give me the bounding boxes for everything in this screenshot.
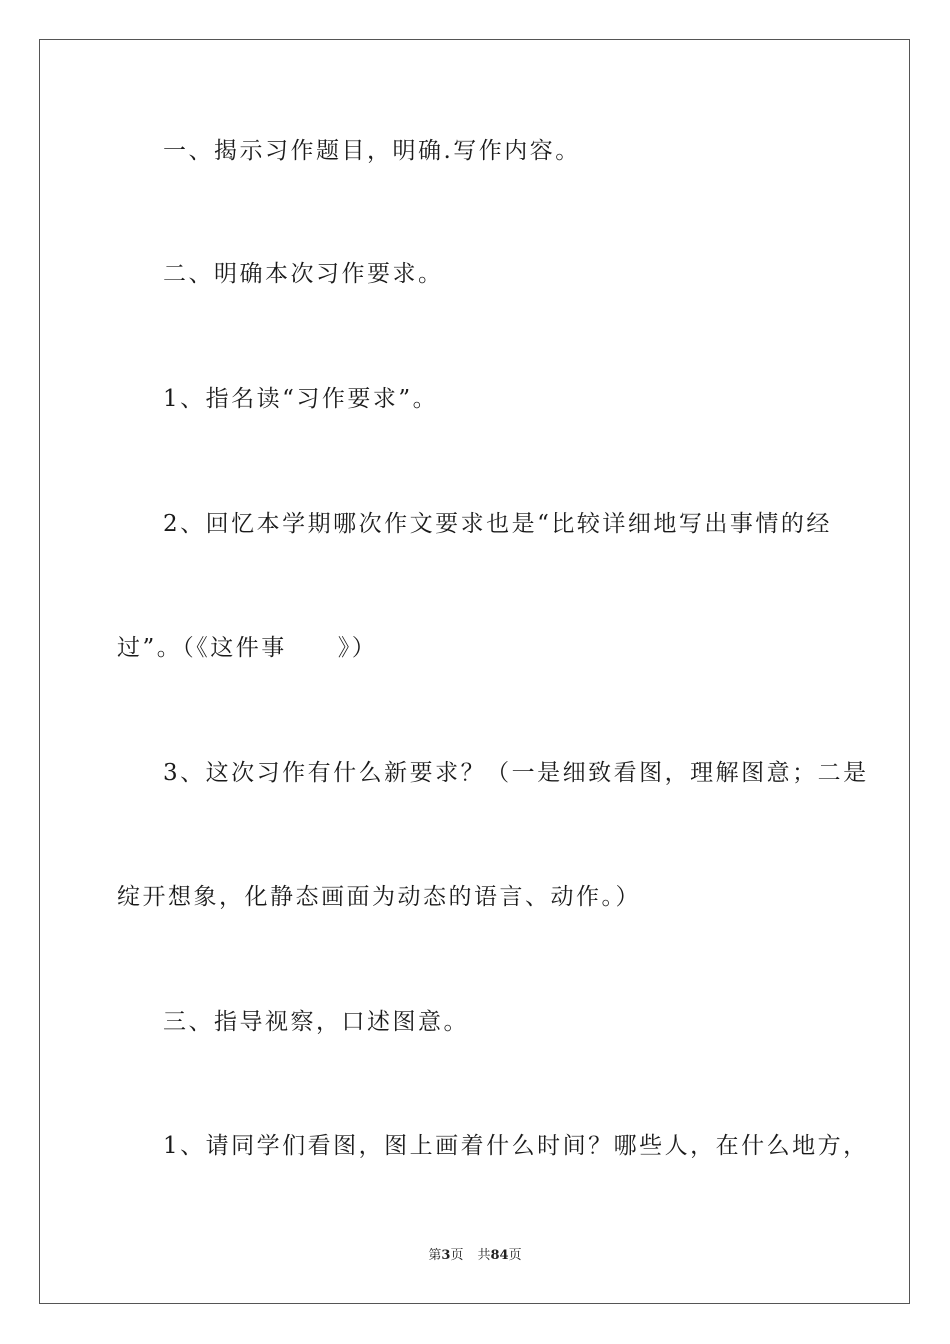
text-line-1: 一、揭示习作题目，明确.写作内容。 — [163, 138, 581, 164]
page-footer — [0, 1247, 950, 1265]
text-line-6: 3、这次习作有什么新要求？（一是细致看图，理解图意；二是 — [163, 760, 869, 786]
footer-page-number: 3 — [441, 1248, 451, 1263]
text-line-9: 1、请同学们看图，图上画着什么时间？哪些人，在什么地方， — [163, 1133, 869, 1159]
text-line-8: 三、指导视察，口述图意。 — [163, 1009, 469, 1035]
footer-total-prefix: 共 — [477, 1248, 491, 1263]
text-line-7: 绽开想象，化静态画面为动态的语言、动作。） — [117, 884, 641, 910]
text-line-4: 2、回忆本学期哪次作文要求也是“比较详细地写出事情的经 — [163, 511, 832, 537]
text-line-5: 过”。（《这件事 》） — [117, 635, 378, 661]
footer-page-prefix: 第 — [428, 1248, 442, 1263]
footer-page-suffix: 页 — [450, 1248, 464, 1263]
footer-total-pages: 84 — [490, 1248, 509, 1263]
text-line-3: 1、指名读“习作要求”。 — [163, 386, 439, 412]
text-line-2: 二、明确本次习作要求。 — [163, 261, 444, 287]
page-border — [39, 39, 910, 1304]
footer-total-suffix: 页 — [508, 1248, 522, 1263]
